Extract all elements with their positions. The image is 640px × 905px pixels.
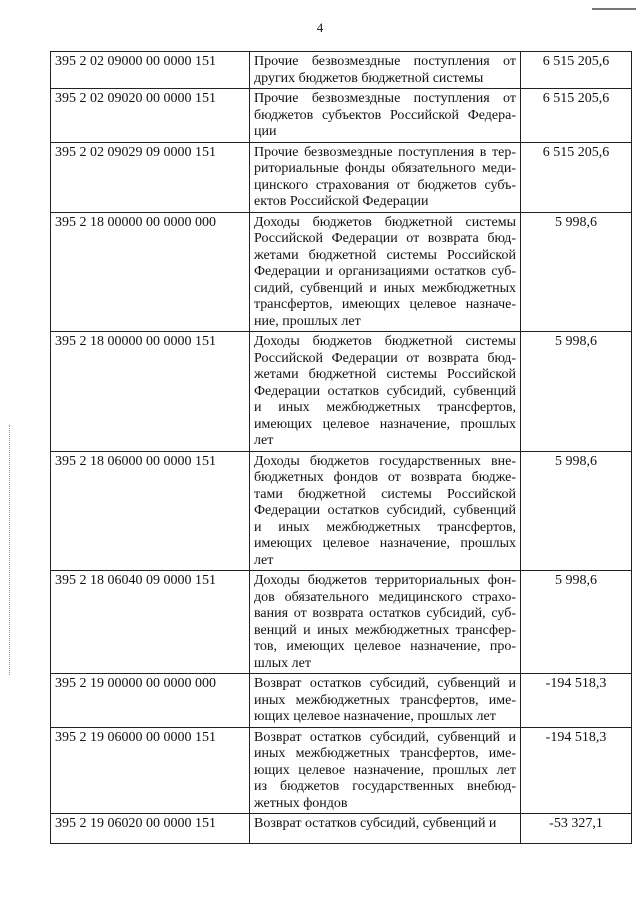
budget-table xyxy=(50,51,632,844)
table-row xyxy=(51,89,632,143)
description-line: других бюджетов бюджетной системы xyxy=(254,70,484,86)
description-line: Прочие безвозмездные поступления от xyxy=(254,54,516,69)
income-description xyxy=(250,52,521,89)
table-row xyxy=(51,674,632,728)
table-row xyxy=(51,451,632,571)
budget-code: 395 2 19 06020 00 0000 151 xyxy=(51,814,250,844)
table-row xyxy=(51,727,632,814)
description-line: трансфертов, имеющих целевое назначе- xyxy=(254,297,516,312)
description-line: ектов Российской Федерации xyxy=(254,194,429,209)
description-line: иных межбюджетных трансфертов, име- xyxy=(254,692,516,708)
page-number: 4 xyxy=(316,20,324,35)
description-line: дов обязательного медицинского страхо- xyxy=(254,589,516,605)
income-description xyxy=(250,212,521,332)
income-description xyxy=(250,332,521,452)
description-line: тов, имеющих целевое назначение, про- xyxy=(254,639,516,654)
description-line: венций и иных межбюджетных трансфер- xyxy=(254,622,516,638)
description-line: ние, прошлых лет xyxy=(254,313,361,329)
description-line: Российской Федерации от возврата бюд- xyxy=(254,350,516,366)
budget-code: 395 2 02 09020 00 0000 151 xyxy=(51,89,250,143)
description-line: риториальные фонды обязательного меди- xyxy=(254,161,516,176)
amount: -194 518,3 xyxy=(521,727,632,814)
budget-code: 395 2 19 06000 00 0000 151 xyxy=(51,727,250,814)
description-line: Доходы бюджетов территориальных фон- xyxy=(254,573,516,588)
amount: -53 327,1 xyxy=(521,814,632,844)
budget-table-body xyxy=(51,52,632,844)
description-line: и иных межбюджетных трансфертов, xyxy=(254,519,516,535)
budget-code: 395 2 02 09029 09 0000 151 xyxy=(51,142,250,212)
income-description xyxy=(250,814,521,844)
description-line: Федерации остатков субсидий, субвенций xyxy=(254,503,516,518)
description-line: Российской Федерации от возврата бюд- xyxy=(254,231,516,246)
description-line: ющих целевое назначение, прошлых лет xyxy=(254,709,496,724)
amount: 5 998,6 xyxy=(521,571,632,674)
description-line: ющих целевое назначение, прошлых лет xyxy=(254,762,516,778)
description-line: имеющих целевое назначение, прошлых xyxy=(254,536,516,551)
budget-code: 395 2 18 00000 00 0000 000 xyxy=(51,212,250,332)
amount: 6 515 205,6 xyxy=(521,89,632,143)
budget-code: 395 2 18 06040 09 0000 151 xyxy=(51,571,250,674)
description-line: Доходы бюджетов бюджетной системы xyxy=(254,334,516,349)
income-description xyxy=(250,727,521,814)
description-line: Федерации и организациями остатков суб- xyxy=(254,264,516,279)
description-line: ции xyxy=(254,124,277,139)
description-line: Возврат остатков субсидий, субвенций и xyxy=(254,816,497,831)
description-line: бюджетов субъектов Российской Федера- xyxy=(254,107,516,123)
description-line: имеющих целевое назначение, прошлых xyxy=(254,416,516,432)
income-description xyxy=(250,89,521,143)
description-line: и иных межбюджетных трансфертов, xyxy=(254,400,516,415)
description-line: иных межбюджетных трансфертов, име- xyxy=(254,746,516,761)
description-line: Прочие безвозмездные поступления в тер- xyxy=(254,144,516,160)
description-line: вания от возврата остатков субсидий, суб- xyxy=(254,606,516,621)
budget-code: 395 2 02 09000 00 0000 151 xyxy=(51,52,250,89)
description-line: Доходы бюджетов государственных вне- xyxy=(254,453,516,469)
table-row xyxy=(51,142,632,212)
description-line: Прочие безвозмездные поступления от xyxy=(254,91,516,106)
table-row xyxy=(51,212,632,332)
amount: 5 998,6 xyxy=(521,212,632,332)
income-description xyxy=(250,451,521,571)
amount: 5 998,6 xyxy=(521,332,632,452)
description-line: цинского страхования от бюджетов субъ- xyxy=(254,177,516,193)
description-line: Возврат остатков субсидий, субвенций и xyxy=(254,676,516,691)
amount: 6 515 205,6 xyxy=(521,142,632,212)
income-description xyxy=(250,674,521,728)
description-line: жетных фондов xyxy=(254,795,348,811)
table-row xyxy=(51,814,632,844)
description-line: лет xyxy=(254,433,274,448)
income-description xyxy=(250,142,521,212)
description-line: Возврат остатков субсидий, субвенций и xyxy=(254,729,516,745)
table-row xyxy=(51,52,632,89)
description-line: лет xyxy=(254,552,274,568)
budget-code: 395 2 18 06000 00 0000 151 xyxy=(51,451,250,571)
description-line: из бюджетов государственных внебюд- xyxy=(254,779,516,794)
amount: -194 518,3 xyxy=(521,674,632,728)
description-line: сидий, субвенций и иных межбюджетных xyxy=(254,280,516,296)
amount: 5 998,6 xyxy=(521,451,632,571)
description-line: тами бюджетной системы Российской xyxy=(254,486,516,502)
amount: 6 515 205,6 xyxy=(521,52,632,89)
corner-mark xyxy=(592,8,636,10)
income-description xyxy=(250,571,521,674)
budget-code: 395 2 19 00000 00 0000 000 xyxy=(51,674,250,728)
description-line: жетами бюджетной системы Российской xyxy=(254,367,516,382)
table-row xyxy=(51,332,632,452)
description-line: шлых лет xyxy=(254,655,311,671)
margin-marks xyxy=(9,425,11,675)
budget-code: 395 2 18 00000 00 0000 151 xyxy=(51,332,250,452)
description-line: Доходы бюджетов бюджетной системы xyxy=(254,214,516,230)
description-line: Федерации остатков субсидий, субвенций xyxy=(254,383,516,399)
table-row xyxy=(51,571,632,674)
description-line: бюджетных фондов от возврата бюдже- xyxy=(254,470,516,485)
description-line: жетами бюджетной системы Российской xyxy=(254,247,516,263)
